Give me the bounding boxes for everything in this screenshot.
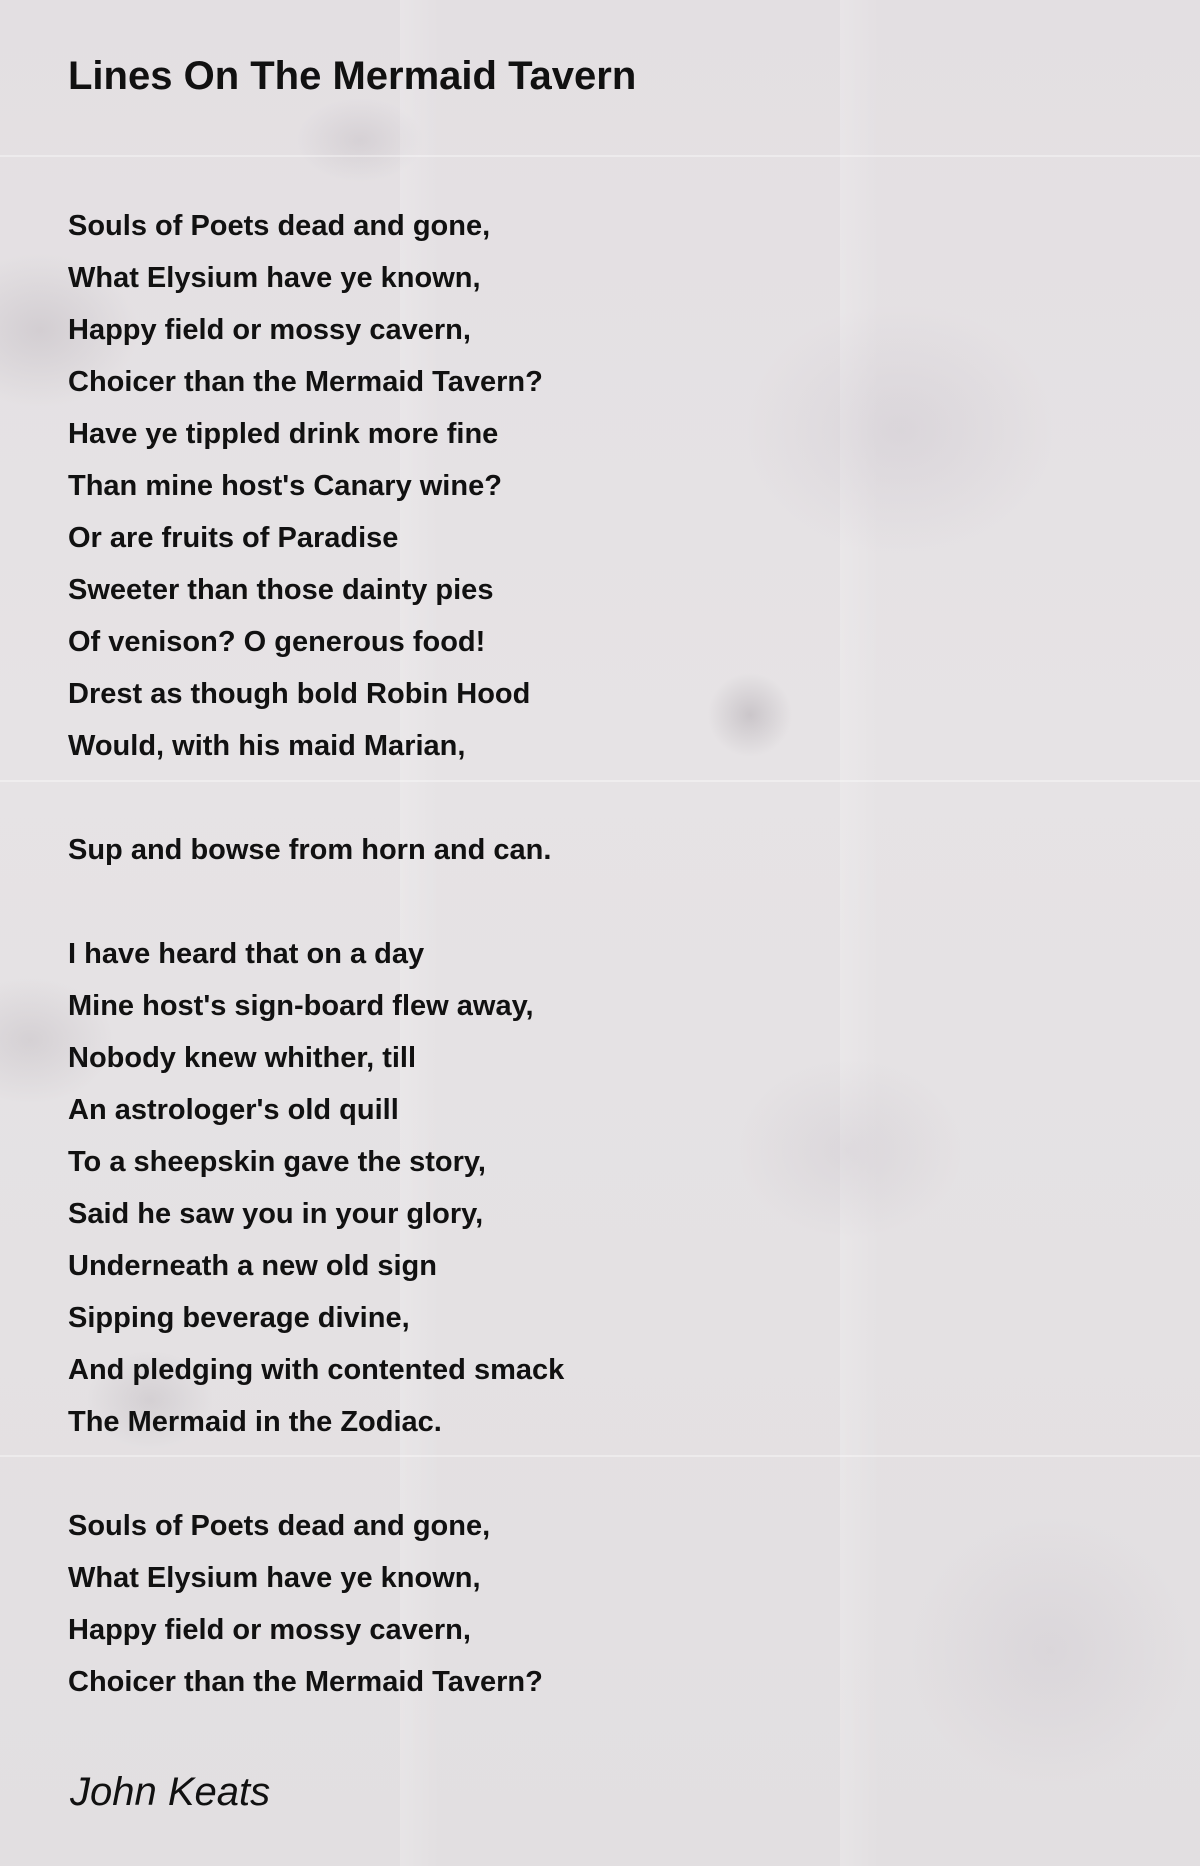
stanza-break [68,1448,564,1500]
poem-line: Choicer than the Mermaid Tavern? [68,366,543,398]
poem-author: John Keats [70,1770,271,1814]
stanza [68,928,564,1448]
poem-line: Souls of Poets dead and gone, [68,1510,491,1542]
poem-line: Happy field or mossy cavern, [68,1614,471,1646]
stanza [68,824,564,876]
poem-line: An astrologer's old quill [68,1094,399,1126]
poem-line: Choicer than the Mermaid Tavern? [68,1666,543,1698]
poem-line: Happy field or mossy cavern, [68,314,471,346]
poem-body [68,200,564,1708]
poem-line: I have heard that on a day [68,938,425,970]
poem-line: Underneath a new old sign [68,1250,437,1282]
poem-line: Of venison? O generous food! [68,626,486,658]
poem-line: What Elysium have ye known, [68,1562,481,1594]
poem-line: Drest as though bold Robin Hood [68,678,531,710]
poem-line: Would, with his maid Marian, [68,730,466,762]
poem-line: Sup and bowse from horn and can. [68,834,552,866]
stanza [68,1500,564,1708]
stanza-break [68,772,564,824]
poem-line: Souls of Poets dead and gone, [68,210,491,242]
stanza-break [68,876,564,928]
poem-line: And pledging with contented smack [68,1354,565,1386]
poem-line: Nobody knew whither, till [68,1042,417,1074]
poem-line: Said he saw you in your glory, [68,1198,484,1230]
poem-line: What Elysium have ye known, [68,262,481,294]
poem-line: Have ye tippled drink more fine [68,418,499,450]
poem-line: Or are fruits of Paradise [68,522,399,554]
poem-title: Lines On The Mermaid Tavern [68,54,637,98]
poem-line: The Mermaid in the Zodiac. [68,1406,442,1438]
poem-line: Than mine host's Canary wine? [68,470,502,502]
background-texture-seam [0,155,1200,157]
poem-line: Mine host's sign-board flew away, [68,990,534,1022]
stanza [68,200,564,772]
poem-line: To a sheepskin gave the story, [68,1146,486,1178]
poem-line: Sipping beverage divine, [68,1302,410,1334]
poem-line: Sweeter than those dainty pies [68,574,494,606]
